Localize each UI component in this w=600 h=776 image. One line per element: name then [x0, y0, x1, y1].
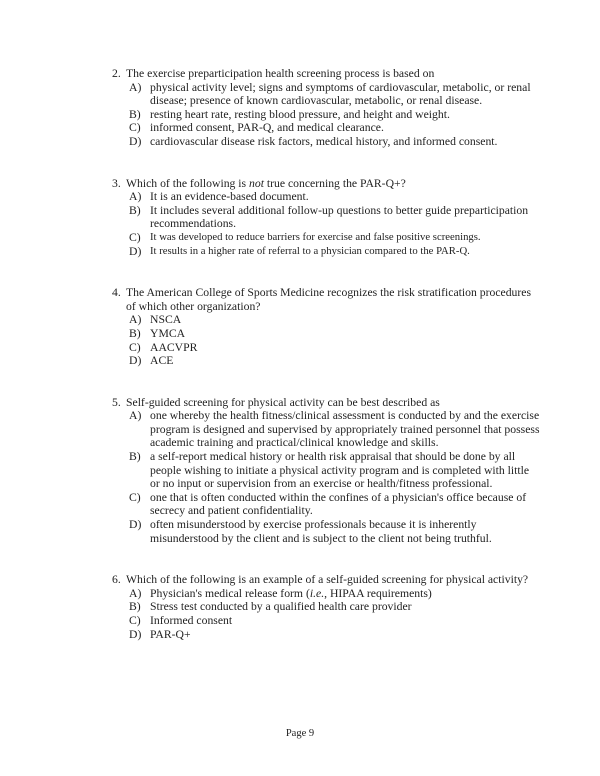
question-stem: Which of the following is an example of a self-guided screening for physical activity?	[126, 573, 529, 587]
option-row	[129, 81, 542, 108]
option-row	[129, 614, 542, 628]
option-letter: C)	[129, 121, 141, 135]
option-text: Physician's medical release form (i.e., HIPAA requirements)	[150, 586, 432, 600]
option-letter: A)	[129, 586, 142, 600]
question-body	[126, 286, 542, 368]
option-text: one whereby the health fitness/clinical assessment is conducted by and the exercise program is designed and supervised by appropriately trained personnel that possess academic training and practical/clinical knowledge and skills.	[150, 409, 540, 450]
option-letter: B)	[129, 107, 141, 121]
option-row	[129, 341, 542, 355]
option-row	[129, 245, 542, 259]
option-row	[129, 587, 542, 601]
option-text: PAR-Q+	[150, 627, 191, 641]
question-stem: Which of the following is not true concerning the PAR-Q+?	[126, 176, 406, 190]
option-text: NSCA	[150, 313, 182, 327]
option-letter: A)	[129, 190, 142, 204]
option-text: informed consent, PAR-Q, and medical clearance.	[150, 121, 384, 135]
question-stem: Self-guided screening for physical activity can be best described as	[126, 395, 440, 409]
option-row	[129, 190, 542, 204]
option-row	[129, 450, 542, 491]
option-row	[129, 518, 542, 545]
option-text: Stress test conducted by a qualified health care provider	[150, 600, 412, 614]
option-letter: A)	[129, 80, 142, 94]
option-letter: C)	[129, 614, 141, 627]
question-number: 4.	[112, 286, 121, 300]
options-list	[129, 409, 542, 545]
option-row	[129, 327, 542, 341]
question-body	[126, 396, 542, 546]
question-body	[126, 573, 542, 641]
option-letter: B)	[129, 326, 141, 340]
option-letter: A)	[129, 313, 142, 327]
option-letter: C)	[129, 490, 141, 504]
question-item	[112, 396, 542, 546]
option-letter: D)	[129, 244, 142, 258]
option-row	[129, 231, 542, 245]
option-letter: B)	[129, 600, 141, 614]
option-letter: D)	[129, 354, 142, 368]
option-text: Informed consent	[150, 614, 233, 627]
option-row	[129, 409, 542, 450]
options-list	[129, 313, 542, 367]
option-text: ACE	[150, 354, 174, 368]
option-letter: B)	[129, 203, 141, 217]
option-text: YMCA	[150, 326, 186, 340]
options-list	[129, 587, 542, 641]
option-row	[129, 491, 542, 518]
page-footer	[0, 727, 600, 741]
option-text: It was developed to reduce barriers for exercise and false positive screenings.	[150, 230, 481, 243]
questions-list	[112, 67, 542, 669]
question-body	[126, 67, 542, 149]
option-row	[129, 108, 542, 122]
question-number: 3.	[112, 176, 121, 190]
question-stem: The American College of Sports Medicine recognizes the risk stratification procedures of which other organization?	[126, 286, 532, 313]
option-text: It includes several additional follow-up questions to better guide preparticipation recommendations.	[150, 203, 529, 231]
option-letter: A)	[129, 409, 142, 423]
option-row	[129, 600, 542, 614]
options-list	[129, 190, 542, 258]
question-number: 5.	[112, 395, 121, 409]
option-text: often misunderstood by exercise professionals because it is inherently misunderstood by the client and is subject to the client not being truthful.	[150, 518, 492, 545]
question-body	[126, 177, 542, 259]
question-item	[112, 177, 542, 259]
option-letter: D)	[129, 134, 142, 148]
option-text: physical activity level; signs and symptoms of cardiovascular, metabolic, or renal disease; presence of known cardiovascular, metabolic, or renal disease.	[150, 80, 531, 108]
option-row	[129, 135, 542, 149]
option-letter: C)	[129, 230, 141, 244]
option-text: It is an evidence-based document.	[150, 190, 309, 204]
question-number: 2.	[112, 67, 121, 80]
question-stem: The exercise preparticipation health screening process is based on	[126, 67, 435, 80]
option-letter: B)	[129, 450, 141, 464]
option-row	[129, 204, 542, 231]
option-letter: C)	[129, 340, 141, 354]
option-text: resting heart rate, resting blood pressure, and height and weight.	[150, 107, 450, 121]
question-item	[112, 67, 542, 149]
option-row	[129, 121, 542, 135]
option-text: AACVPR	[150, 340, 198, 354]
question-item	[112, 573, 542, 641]
page-number: Page 9	[285, 728, 315, 739]
question-number: 6.	[112, 573, 121, 587]
option-text: cardiovascular disease risk factors, medical history, and informed consent.	[150, 134, 498, 148]
question-item	[112, 286, 542, 368]
option-row	[129, 354, 542, 368]
option-letter: D)	[129, 518, 142, 532]
option-letter: D)	[129, 627, 142, 641]
option-text: a self-report medical history or health risk appraisal that should be done by all people wishing to initiate a physical activity program and is completed with little or no input or supervision from an exercise or health/fitness professional.	[150, 450, 530, 491]
option-row	[129, 628, 542, 642]
option-text: one that is often conducted within the confines of a physician's office because of secrecy and patient confidentiality.	[150, 490, 527, 518]
option-text: It results in a higher rate of referral to a physician compared to the PAR-Q.	[150, 244, 470, 257]
options-list	[129, 81, 542, 149]
option-row	[129, 313, 542, 327]
